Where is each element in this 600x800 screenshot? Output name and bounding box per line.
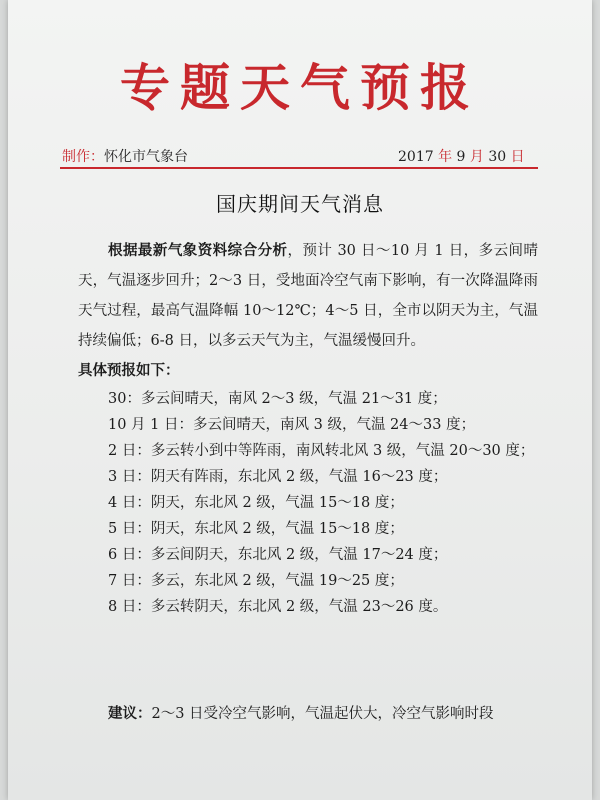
forecast-list xyxy=(78,386,538,620)
forecast-item: 5 日：阴天，东北风 2 级，气温 15～18 度； xyxy=(108,521,404,537)
forecast-item: 7 日：多云，东北风 2 级，气温 19～25 度； xyxy=(108,573,404,589)
banner-title: 专题天气预报 xyxy=(120,58,480,117)
forecast-item: 30：多云间晴天，南风 2～3 级，气温 21～31 度； xyxy=(108,391,447,407)
date-month: 9 xyxy=(456,149,466,165)
summary-lead: 根据最新气象资料综合分析 xyxy=(108,242,288,259)
summary-paragraph xyxy=(78,236,538,356)
date-year: 2017 xyxy=(398,149,434,165)
date-day: 30 xyxy=(488,149,507,165)
forecast-item: 8 日：多云转阴天，东北风 2 级，气温 23～26 度。 xyxy=(108,599,448,615)
issuer-line xyxy=(62,146,188,166)
suggestion-line xyxy=(108,702,494,723)
summary-text: ，预计 30 日～10 月 1 日，多云间晴天，气温逐步回升；2～3 日，受地面冷空气南下影响，有一次降温降雨天气过程，最高气温降幅 10～12℃；4～5 日，全市以阴天为主，气温持续偏低；6-8 日，以多云天气为主，气温缓慢回升。 xyxy=(78,243,539,349)
suggestion-label: 建议： xyxy=(108,705,152,722)
issuer-label: 制作： xyxy=(62,149,104,165)
forecast-item: 3 日：阴天有阵雨，东北风 2 级，气温 16～23 度； xyxy=(108,469,448,485)
forecast-item: 10 月 1 日：多云间晴天，南风 3 级，气温 24～33 度； xyxy=(108,417,476,433)
issuer-name: 怀化市气象台 xyxy=(104,149,188,165)
suggestion-text: 2～3 日受冷空气影响，气温起伏大，冷空气影响时段 xyxy=(151,706,494,722)
document-title: 国庆期间天气消息 xyxy=(216,192,384,216)
date-month-unit: 月 xyxy=(469,149,484,165)
date-year-unit: 年 xyxy=(438,149,453,165)
forecast-item: 2 日：多云转小到中等阵雨，南风转北风 3 级，气温 20～30 度； xyxy=(108,443,535,459)
forecast-item: 4 日：阴天，东北风 2 级，气温 15～18 度； xyxy=(108,495,404,511)
forecast-heading: 具体预报如下： xyxy=(78,362,180,379)
forecast-item: 6 日：多云间阴天，东北风 2 级，气温 17～24 度； xyxy=(108,547,448,563)
header-divider xyxy=(60,167,538,169)
issue-date xyxy=(398,146,525,166)
date-day-unit: 日 xyxy=(510,149,525,165)
